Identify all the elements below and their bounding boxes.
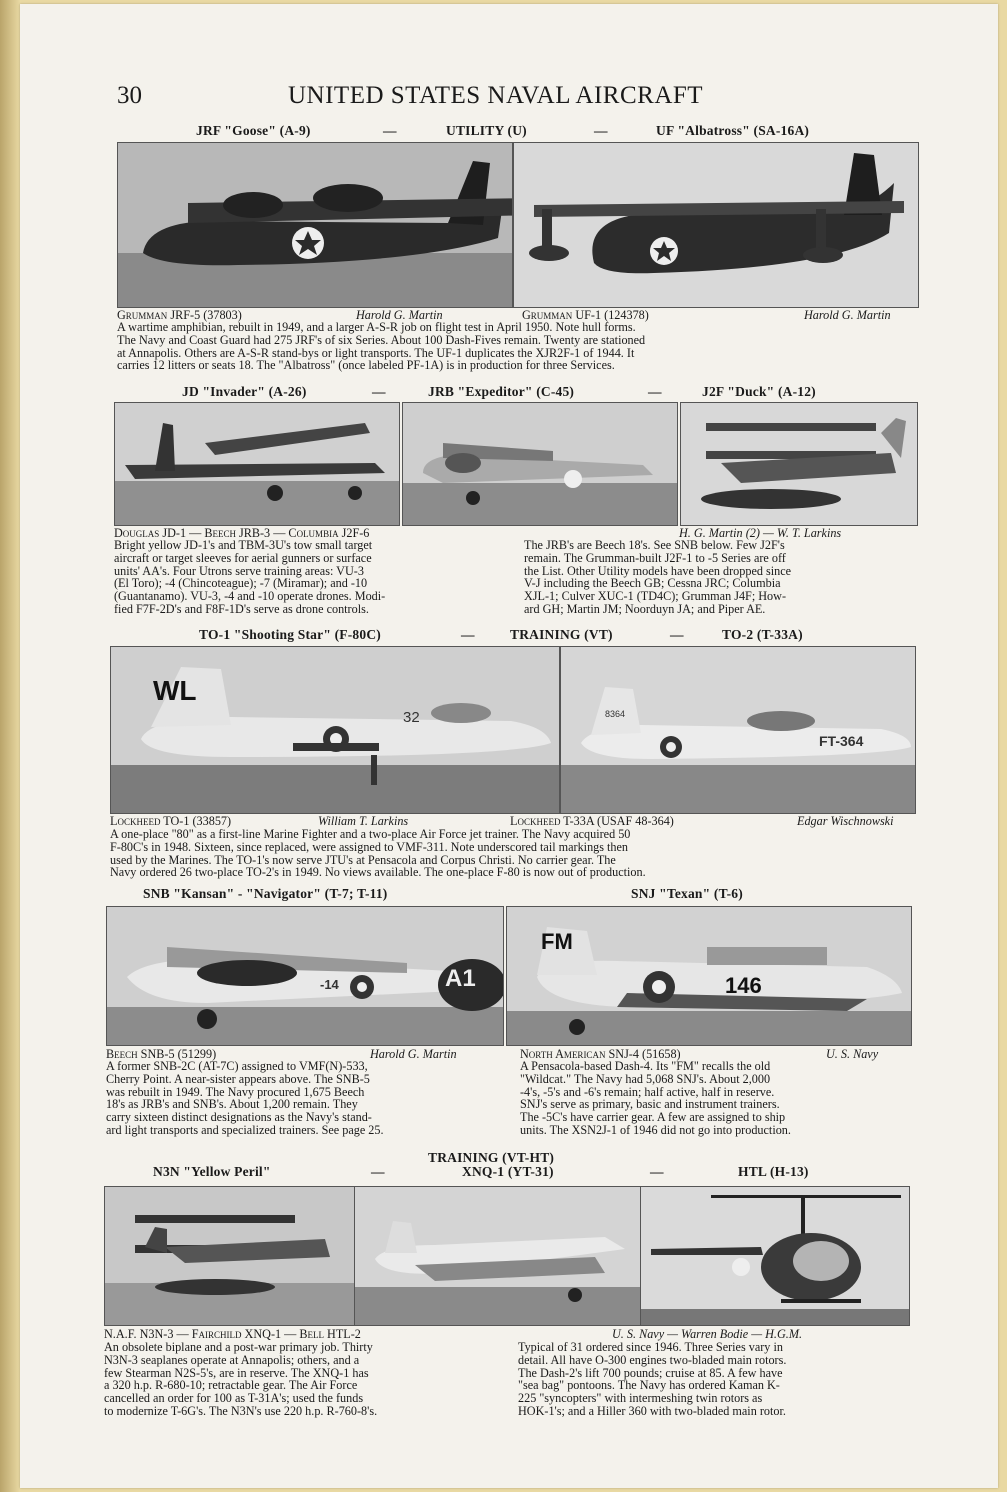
caption-snj-model: North American SNJ-4 (51658) (520, 1047, 681, 1061)
body-line: XJL-1; Culver XUC-1 (TD4C); Grumman J4F; How- (524, 589, 787, 604)
caption-vtht-credits: U. S. Navy — Warren Bodie — H.G.M. (612, 1327, 803, 1341)
body-line: to modernize T-6G's. The N3N's use 220 h.p. R-760-8's. (104, 1403, 378, 1418)
heading-utility: UTILITY (U) (446, 123, 527, 138)
utility-body-right (524, 539, 916, 616)
body-line: remain. The Grumman-built J2F-1 to -5 Series are off (524, 550, 786, 565)
caption-vtht-models: N.A.F. N3N-3 — Fairchild XNQ-1 — Bell HTL-2 (104, 1327, 361, 1341)
body-line: A wartime amphibian, rebuilt in 1949, and a larger A-S-R job on flight test in April 1950. Note hull forms. (117, 320, 636, 334)
caption-t33-credit: Edgar Wischnowski (797, 814, 894, 828)
heading-dash: — (648, 384, 662, 399)
utility-body-left (114, 539, 510, 616)
snj-tail-marking: FM (541, 929, 573, 954)
body-line: An obsolete biplane and a post-war primary job. Thirty (104, 1340, 373, 1354)
heading-dash: — (594, 123, 608, 138)
caption-jrf-model: Grumman JRF-5 (37803) (117, 308, 242, 322)
caption-to1-credit: William T. Larkins (318, 814, 409, 828)
heading-training: TRAINING (VT) (510, 627, 613, 642)
body-line: carry sixteen distinct designations as the Navy's stand- (106, 1110, 372, 1125)
photo-htl-helicopter (640, 1186, 910, 1326)
body-line: Cherry Point. A near-sister appears above. The SNB-5 (106, 1071, 370, 1086)
body-line: cancelled an order for 100 as T-31A's; used the funds (104, 1391, 364, 1406)
heading-dash: — (461, 627, 475, 642)
caption-jrf-credit: Harold G. Martin (356, 308, 443, 322)
heading-jd: JD "Invader" (A-26) (182, 384, 307, 399)
caption-snb-model: Beech SNB-5 (51299) (106, 1047, 217, 1061)
t33-tail-number: 8364 (605, 709, 626, 719)
body-line: -4's, -5's and -6's remain; half active, half in reserve. (520, 1084, 775, 1099)
photo-jrf-goose (117, 142, 513, 308)
snb-fuselage-number: -14 (320, 977, 339, 992)
body-line: was rebuilt in 1949. The Navy procured 1,675 Beech (106, 1084, 365, 1099)
to1-nose-number: 32 (403, 709, 420, 726)
body-line: carries 12 litters or seats 18. The "Albatross" (once labeled PF-1A) is in production for three Services. (117, 358, 615, 373)
photo-n3n-yellow-peril (104, 1186, 356, 1326)
heading-jrf: JRF "Goose" (A-9) (196, 123, 311, 138)
body-line: ard GH; Martin JM; Noorduyn JA; and Piper AE. (524, 601, 766, 616)
body-line: The Navy and Coast Guard had 275 JRF's of six Series. About 100 Dash-Fives remain. Twenty are stationed (117, 332, 646, 347)
vtht-body-right (518, 1341, 908, 1418)
training-body-text (110, 828, 910, 879)
heading-training-vt-ht: TRAINING (VT-HT) (428, 1150, 555, 1165)
photo-to1-shooting-star (110, 646, 560, 814)
heading-dash: — (650, 1164, 664, 1179)
body-line: The Dash-2's lift 700 pounds; cruise at 85. A few have (518, 1365, 783, 1380)
caption-to1-model: Lockheed TO-1 (33857) (110, 814, 232, 828)
body-line: "sea bag" pontoons. The Navy has ordered Kaman K- (518, 1378, 780, 1393)
body-line: A Pensacola-based Dash-4. Its "FM" recalls the old (520, 1059, 771, 1073)
body-line: 18's as JRB's and SNB's. About 1,200 remain. They (106, 1097, 358, 1112)
body-line: The -5C's have carrier gear. A few are assigned to ship (520, 1110, 786, 1125)
page-gutter (0, 0, 20, 1492)
photo-jrb-expeditor (402, 402, 678, 526)
body-line: V-J including the Beech GB; Cessna JRC; Columbia (524, 576, 781, 591)
caption-t33-model: Lockheed T-33A (USAF 48-364) (510, 814, 674, 828)
photo-xnq-1 (354, 1186, 642, 1326)
body-line: aircraft or target sleeves for aerial gunners or surface (114, 550, 372, 565)
body-line: A one-place "80" as a first-line Marine Fighter and a two-place Air Force jet trainer. The Navy acquired 50 (110, 827, 631, 841)
body-line: units' AA's. Four Utrons serve training areas: VU-3 (114, 563, 364, 578)
heading-to1: TO-1 "Shooting Star" (F-80C) (199, 627, 381, 642)
heading-j2f: J2F "Duck" (A-12) (702, 384, 816, 399)
photo-snj-texan (506, 906, 912, 1046)
photo-snb-kansan (106, 906, 504, 1046)
body-line: Navy ordered 26 two-place TO-2's in 1949. No views available. The one-place F-80 is now out of production. (110, 865, 646, 880)
caption-snj-credit: U. S. Navy (826, 1047, 879, 1061)
heading-dash: — (371, 1164, 385, 1179)
body-line: the List. Other Utility models have been dropped since (524, 563, 792, 578)
snj-body-text (520, 1060, 910, 1137)
heading-dash: — (372, 384, 386, 399)
caption-utility-credits: H. G. Martin (2) — W. T. Larkins (679, 526, 842, 540)
snb-body-text (106, 1060, 502, 1137)
body-line: at Annapolis. Others are A-S-R stand-bys or light transports. The UF-1 duplicates the XJR2F-1 of 1944. It (117, 345, 635, 360)
caption-utility-models: Douglas JD-1 — Beech JRB-3 — Columbia J2F-6 (114, 526, 370, 540)
heading-to2: TO-2 (T-33A) (722, 627, 803, 642)
body-line: fied F7F-2D's and F8F-1D's serve as drone controls. (114, 601, 369, 616)
body-line: used by the Marines. The TO-1's now serve JTU's at Pensacola and Corpus Christi. No carrier gear. The (110, 852, 616, 867)
body-line: A former SNB-2C (AT-7C) assigned to VMF(N)-533, (106, 1059, 368, 1073)
heading-uf: UF "Albatross" (SA-16A) (656, 123, 810, 138)
body-line: detail. All have O-300 engines two-bladed main rotors. (518, 1352, 787, 1367)
body-line: "Wildcat." The Navy had 5,068 SNJ's. About 2,000 (520, 1071, 771, 1086)
page-title: UNITED STATES NAVAL AIRCRAFT (288, 82, 704, 109)
body-line: (El Toro); -4 (Chincoteague); -7 (Miramar); and -10 (114, 576, 368, 591)
utility-body-text (117, 321, 917, 372)
heading-htl: HTL (H-13) (738, 1164, 809, 1179)
body-line: 225 "syncopters" with intermeshing twin rotors as (518, 1391, 763, 1406)
page-number: 30 (117, 82, 142, 109)
body-line: (Guantanamo). VU-3, -4 and -10 operate drones. Modi- (114, 589, 386, 604)
caption-snb-credit: Harold G. Martin (370, 1047, 457, 1061)
heading-snj: SNJ "Texan" (T-6) (631, 886, 743, 901)
caption-uf-model: Grumman UF-1 (124378) (522, 308, 649, 322)
body-line: HOK-1's; and a Hiller 360 with two-bladed main rotor. (518, 1403, 786, 1418)
snj-fuselage-number: 146 (725, 973, 762, 998)
vtht-body-left (104, 1341, 504, 1418)
body-line: units. The XSN2J-1 of 1946 did not go into production. (520, 1122, 791, 1137)
body-line: N3N-3 seaplanes operate at Annapolis; others, and a (104, 1352, 360, 1367)
to1-tail-marking: WL (153, 675, 197, 706)
heading-jrb: JRB "Expeditor" (C-45) (428, 384, 575, 399)
snb-tail-marking: A1 (445, 965, 476, 992)
body-line: Bright yellow JD-1's and TBM-3U's tow small target (114, 538, 373, 552)
body-line: F-80C's in 1948. Sixteen, since replaced, were assigned to VMF-311. Note underscored tail markings then (110, 839, 629, 854)
body-line: ard light transports and specialized trainers. See page 25. (106, 1122, 384, 1137)
body-line: SNJ's serve as primary, basic and instrument trainers. (520, 1097, 780, 1112)
heading-n3n: N3N "Yellow Peril" (153, 1164, 271, 1179)
caption-uf-credit: Harold G. Martin (804, 308, 891, 322)
heading-dash: — (383, 123, 397, 138)
body-line: The JRB's are Beech 18's. See SNB below. Few J2F's (524, 538, 785, 552)
body-line: Typical of 31 ordered since 1946. Three Series vary in (518, 1340, 783, 1354)
heading-xnq: XNQ-1 (YT-31) (462, 1164, 554, 1179)
photo-uf-albatross (513, 142, 919, 308)
photo-to2-t33a (560, 646, 916, 814)
photo-j2f-duck (680, 402, 918, 526)
photo-jd-invader (114, 402, 400, 526)
t33-nose-marking: FT-364 (819, 733, 864, 749)
body-line: a 320 h.p. R-680-10; retractable gear. The Air Force (104, 1378, 358, 1393)
body-line: few Stearman N2S-5's, are in reserve. The XNQ-1 has (104, 1365, 369, 1380)
heading-snb: SNB "Kansan" - "Navigator" (T-7; T-11) (143, 886, 388, 901)
heading-dash: — (670, 627, 684, 642)
